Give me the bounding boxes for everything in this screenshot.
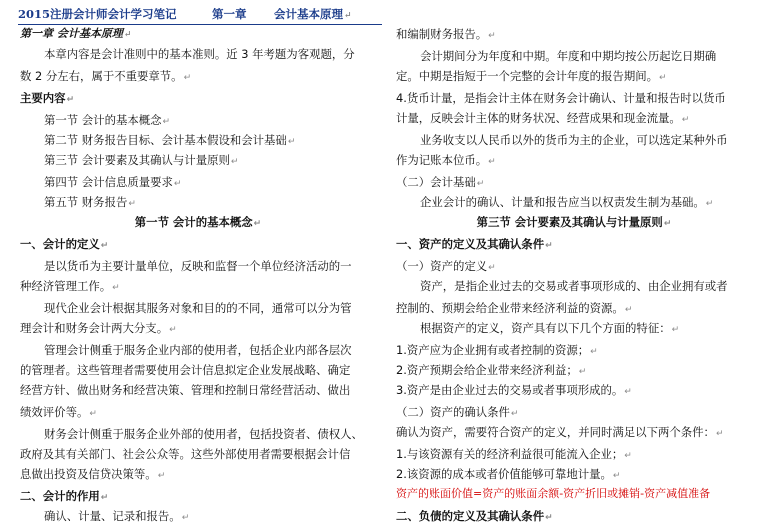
paragraph-line: 企业会计的确认、计量和报告应当以权责发生制为基础。↵ — [420, 195, 714, 209]
toc-item: 第三节 会计要素及其确认与计量原则↵ — [44, 153, 239, 167]
subsection-heading: 二、负债的定义及其确认条件↵ — [396, 509, 553, 523]
highlighted-formula: 资产的账面价值=资产的账面余额-资产折旧或摊销-资产减值准备 — [396, 487, 711, 500]
list-item: 3.资产是由企业过去的交易或者事项形成的。↵ — [396, 383, 632, 397]
paragraph-line: 会计期间分为年度和中期。年度和中期均按公历起讫日期确 — [420, 49, 717, 63]
paragraph-line: 本章内容是会计准则中的基本准则。近 3 年考题为客观题，分 — [44, 47, 355, 61]
paragraph-line: 经营方针、做出财务和经营决策、管理和控制日常经营活动、做出 — [20, 383, 351, 397]
subsection-heading: （二）会计基础↵ — [396, 175, 485, 189]
section-heading: 主要内容↵ — [20, 91, 75, 105]
header-book-title: 2015注册会计师会计学习笔记 — [18, 7, 177, 21]
paragraph-line: 确认、计量、记录和报告。↵ — [44, 509, 190, 523]
paragraph-line: 计量，反映会计主体的财务状况、经营成果和现金流量。↵ — [396, 111, 690, 125]
toc-item: 第五节 财务报告↵ — [44, 195, 136, 209]
subsection-heading: 一、会计的定义↵ — [20, 237, 109, 251]
paragraph-line: 资产，是指企业过去的交易或者事项形成的、由企业拥有或者 — [420, 279, 728, 293]
header-chapter-name: 会计基本原理 — [274, 7, 343, 21]
paragraph-line: 现代企业会计根据其服务对象和目的的不同，通常可以分为管 — [44, 301, 352, 315]
subsection-heading: 二、会计的作用↵ — [20, 489, 109, 503]
toc-item: 第一节 会计的基本概念↵ — [44, 113, 171, 127]
paragraph-line: 定。中期是指短于一个完整的会计年度的报告期间。↵ — [396, 69, 667, 83]
paragraph-line: 是以货币为主要计量单位，反映和监督一个单位经济活动的一 — [44, 259, 352, 273]
chapter-heading: 第一章 会计基本原理↵ — [20, 27, 132, 40]
toc-item: 第二节 财务报告目标、会计基本假设和会计基础↵ — [44, 133, 296, 147]
paragraph-line: 控制的、预期会给企业带来经济利益的资源。↵ — [396, 301, 633, 315]
list-item: 1.与该资源有关的经济利益很可能流入企业；↵ — [396, 447, 632, 461]
paragraph-line: 作为记账本位币。↵ — [396, 153, 496, 167]
paragraph-line: 种经济管理工作。↵ — [20, 279, 120, 293]
paragraph-line: 和编制财务报告。↵ — [396, 27, 496, 41]
subsection-heading: （二）资产的确认条件↵ — [396, 405, 519, 419]
paragraph-line: 根据资产的定义，资产具有以下几个方面的特征：↵ — [420, 321, 680, 335]
section-title: 第三节 会计要素及其确认与计量原则↵ — [476, 215, 672, 229]
running-header — [18, 4, 382, 25]
paragraph-line: 4.货币计量，是指会计主体在财务会计确认、计量和报告时以货币 — [396, 91, 726, 105]
paragraph-line: 管理会计侧重于服务企业内部的使用者，包括企业内部各层次 — [44, 343, 352, 357]
paragraph-mark-icon: ↵ — [344, 11, 352, 21]
toc-item: 第四节 会计信息质量要求↵ — [44, 175, 182, 189]
list-item: 1.资产应为企业拥有或者控制的资源；↵ — [396, 343, 598, 357]
paragraph-line: 业务收支以人民币以外的货币为主的企业，可以选定某种外币 — [420, 133, 728, 147]
paragraph-line: 的管理者。这些管理者需要使用会计信息拟定企业发展战略、确定 — [20, 363, 351, 377]
paragraph-line: 政府及其有关部门、社会公众等。这些外部使用者需要根据会计信 — [20, 447, 351, 461]
paragraph-line: 财务会计侧重于服务企业外部的使用者，包括投资者、债权人、 — [44, 427, 363, 441]
subsection-heading: 一、资产的定义及其确认条件↵ — [396, 237, 553, 251]
list-item: 2.资产预期会给企业带来经济利益；↵ — [396, 363, 587, 377]
paragraph-line: 绩效评价等。↵ — [20, 405, 97, 419]
header-chapter: 第一章 — [212, 7, 247, 21]
list-item: 2.该资源的成本或者价值能够可靠地计量。↵ — [396, 467, 621, 481]
paragraph-line: 数 2 分左右，属于不重要章节。↵ — [20, 69, 192, 83]
paragraph-line: 确认为资产，需要符合资产的定义，并同时满足以下两个条件：↵ — [396, 425, 724, 439]
section-title: 第一节 会计的基本概念↵ — [134, 215, 262, 229]
paragraph-line: 理会计和财务会计两大分支。↵ — [20, 321, 177, 335]
subsection-heading: （一）资产的定义↵ — [396, 259, 496, 273]
paragraph-line: 息做出投资及信贷决策等。↵ — [20, 467, 166, 481]
